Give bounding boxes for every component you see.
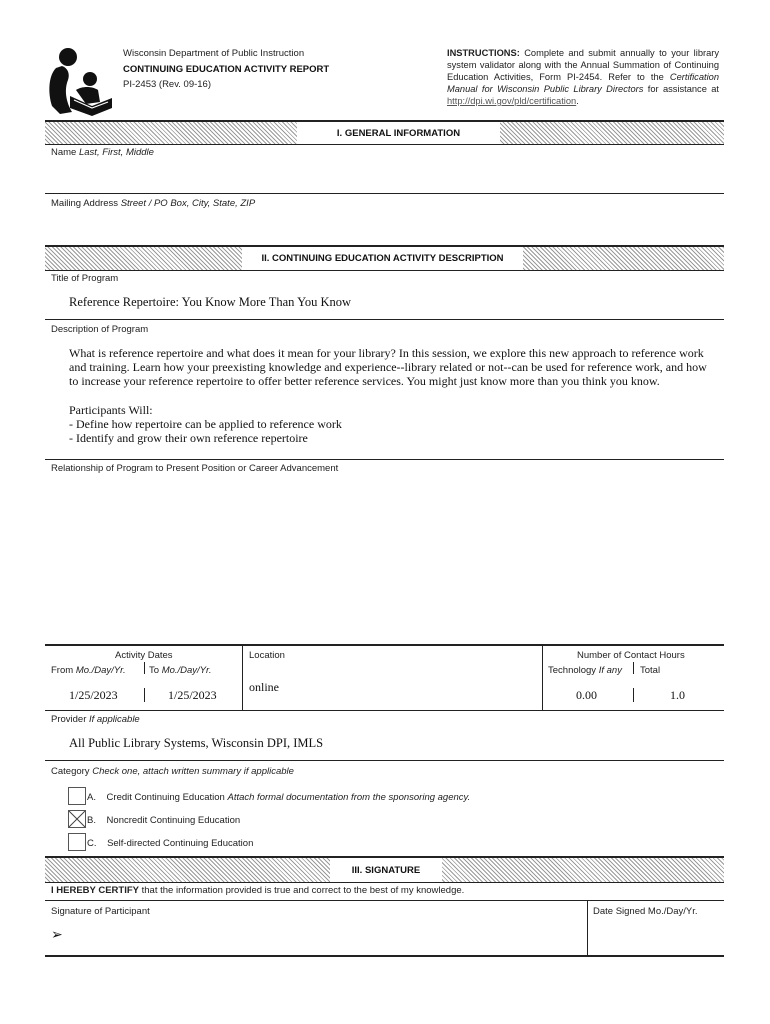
signature-field[interactable] [70, 920, 580, 952]
category-c-label: C. Self-directed Continuing Education [87, 838, 254, 849]
certification-link[interactable]: http://dpi.wi.gov/pld/certification [447, 96, 577, 106]
signature-arrow-icon: ➢ [51, 926, 63, 942]
section-1-title: I. GENERAL INFORMATION [297, 122, 500, 144]
category-label: Category Check one, attach written summary if applicable [51, 766, 294, 777]
date-signed-field[interactable] [592, 920, 720, 952]
description-bullet: - Identify and grow their own reference repertoire [69, 431, 308, 446]
from-date-field[interactable]: 1/25/2023 [69, 688, 118, 702]
instructions-text-3: . [576, 96, 579, 106]
relationship-label: Relationship of Program to Present Position or Career Advancement [51, 463, 339, 474]
provider-label: Provider If applicable [51, 714, 140, 725]
name-label: Name Last, First, Middle [51, 147, 154, 158]
category-a-label: A. Credit Continuing Education Attach formal documentation from the sponsoring agency. [87, 792, 471, 803]
technology-hours-field[interactable]: 0.00 [576, 688, 597, 702]
section-1-band [45, 120, 724, 145]
instructions-label: INSTRUCTIONS: [447, 48, 520, 58]
provider-field[interactable]: All Public Library Systems, Wisconsin DPI, IMLS [69, 736, 324, 750]
category-c-checkbox[interactable] [68, 833, 86, 851]
instructions-text-2: for assistance at [643, 84, 719, 94]
location-label: Location [249, 650, 285, 661]
category-b-checkbox[interactable] [68, 810, 86, 828]
activity-dates-label: Activity Dates [115, 650, 173, 661]
program-title-label: Title of Program [51, 273, 119, 284]
section-2-title: II. CONTINUING EDUCATION ACTIVITY DESCRIPTION [242, 247, 523, 270]
signature-label: Signature of Participant [51, 906, 150, 917]
description-heading: Participants Will: [69, 402, 153, 417]
relationship-field[interactable] [46, 478, 722, 640]
description-label: Description of Program [51, 324, 149, 335]
instructions [447, 47, 719, 107]
dpi-logo [46, 46, 114, 118]
description-field[interactable] [69, 346, 719, 445]
certification-statement: I HEREBY CERTIFY that the information provided is true and correct to the best of my knowledge. [51, 885, 465, 896]
location-field[interactable]: online [249, 680, 279, 694]
name-field[interactable] [46, 160, 722, 192]
from-date-label: From Mo./Day/Yr. [51, 665, 126, 676]
technology-label: Technology If any [548, 665, 622, 676]
section-2-band [45, 245, 724, 271]
manual-title: Certification Manual for Wisconsin Public Library Directors [447, 72, 719, 94]
total-hours-field[interactable]: 1.0 [670, 688, 685, 702]
address-label: Mailing Address Street / PO Box, City, State, ZIP [51, 198, 256, 209]
agency-name: Wisconsin Department of Public Instruction [123, 48, 305, 59]
form-number: PI-2453 (Rev. 09-16) [123, 79, 212, 90]
to-date-field[interactable]: 1/25/2023 [168, 688, 217, 702]
form-title: CONTINUING EDUCATION ACTIVITY REPORT [123, 64, 330, 75]
description-bullet: - Define how repertoire can be applied to reference work [69, 416, 342, 431]
program-title-field[interactable]: Reference Repertoire: You Know More Than You Know [69, 295, 352, 309]
check-x-icon [69, 811, 85, 827]
category-a-checkbox[interactable] [68, 787, 86, 805]
description-paragraph: What is reference repertoire and what does it mean for your library? In this session, we explore this new approach to reference work and training. Learn how your preexisting knowledge and experience--library related or not--can be used for reference work, and how to increase your reference repertoire to offer better reference services. You might just know more than you think you know. [69, 346, 707, 389]
instructions-text-1: Complete and submit annually to your library system validator along with the Annual Summation of Continuing Education Activities, Form PI-2454. Refer to the [447, 48, 719, 82]
to-date-label: To Mo./Day/Yr. [149, 665, 212, 676]
section-3-title: III. SIGNATURE [330, 858, 442, 882]
address-field[interactable] [46, 211, 722, 243]
date-signed-label: Date Signed Mo./Day/Yr. [593, 906, 698, 917]
total-label: Total [640, 665, 661, 676]
category-b-label: B. Noncredit Continuing Education [87, 815, 241, 826]
section-3-band [45, 856, 724, 883]
contact-hours-label: Number of Contact Hours [577, 650, 685, 661]
